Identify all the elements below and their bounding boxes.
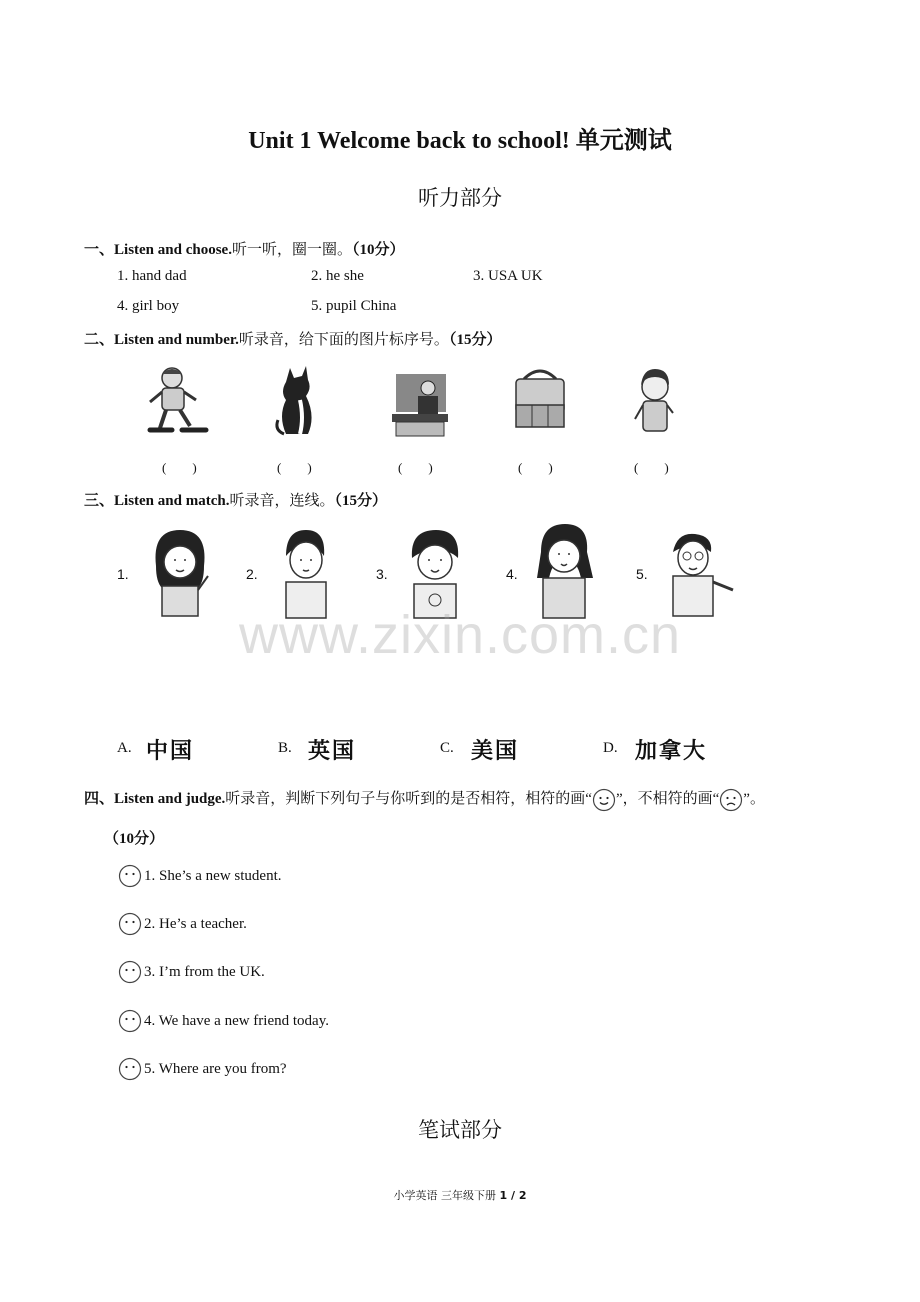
q3-number-5: 5. bbox=[636, 566, 648, 582]
q3-prefix: 三、 bbox=[84, 493, 115, 509]
q4-prefix: 四、 bbox=[84, 791, 115, 807]
blank-face-icon[interactable] bbox=[118, 1057, 142, 1081]
q1-prefix: 一、 bbox=[84, 242, 115, 258]
option-d-letter: D. bbox=[603, 740, 618, 756]
q4-item-5 bbox=[118, 1057, 287, 1081]
page-number: 1 / 2 bbox=[499, 1189, 527, 1202]
q4-points: （10分） bbox=[104, 831, 165, 847]
q4-heading bbox=[84, 787, 765, 812]
q3-en: Listen and match. bbox=[114, 493, 230, 509]
q1-item-3: 3. USA UK bbox=[473, 268, 543, 284]
footer-text: 小学英语 三年级下册 bbox=[393, 1189, 500, 1202]
option-c-letter: C. bbox=[440, 740, 454, 756]
q4-item-2 bbox=[118, 912, 247, 936]
q3-number-3: 3. bbox=[376, 566, 388, 582]
q2-prefix: 二、 bbox=[84, 332, 115, 348]
blank-face-icon[interactable] bbox=[118, 960, 142, 984]
q4-item-1-text: 1. She’s a new student. bbox=[144, 867, 282, 884]
q4-item-5-text: 5. Where are you from? bbox=[144, 1060, 287, 1077]
q2-answer-2[interactable]: ( ) bbox=[277, 460, 312, 475]
q2-zh: 听录音，给下面的图片标序号。 bbox=[238, 332, 449, 348]
page-title: Unit 1 Welcome back to school! 单元测试 bbox=[248, 128, 672, 154]
happy-face-icon bbox=[592, 788, 616, 812]
option-a-country: 中国 bbox=[146, 739, 195, 764]
page-footer bbox=[0, 1187, 920, 1203]
blank-face-icon[interactable] bbox=[118, 912, 142, 936]
option-d-country: 加拿大 bbox=[635, 739, 708, 764]
q3-number-1: 1. bbox=[117, 566, 129, 582]
q2-answer-5[interactable]: ( ) bbox=[634, 460, 669, 475]
q2-answer-4[interactable]: ( ) bbox=[518, 460, 553, 475]
q3-number-2: 2. bbox=[246, 566, 258, 582]
q3-zh: 听录音，连线。 bbox=[229, 493, 335, 509]
option-b-country: 英国 bbox=[308, 739, 357, 764]
option-a-letter: A. bbox=[117, 740, 132, 756]
cat-picture bbox=[270, 360, 330, 440]
blank-face-icon[interactable] bbox=[118, 864, 142, 888]
teacher-picture bbox=[390, 370, 450, 440]
watermark: www.zixin.com.cn bbox=[238, 605, 682, 665]
q2-heading bbox=[84, 328, 501, 349]
q3-heading bbox=[84, 489, 387, 510]
q4-item-2-text: 2. He’s a teacher. bbox=[144, 915, 247, 932]
q1-item-2: 2. he she bbox=[311, 268, 364, 284]
q2-answer-3[interactable]: ( ) bbox=[398, 460, 433, 475]
q2-points: （15分） bbox=[448, 332, 502, 348]
q3-number-4: 4. bbox=[506, 566, 518, 582]
q1-points: （10分） bbox=[351, 242, 405, 258]
q4-zh-b: ”，不相符的画“ bbox=[615, 791, 720, 807]
q1-item-1: 1. hand dad bbox=[117, 268, 187, 284]
q2-answer-1[interactable]: ( ) bbox=[162, 460, 197, 475]
q2-en: Listen and number. bbox=[114, 332, 239, 348]
option-c-country: 美国 bbox=[471, 739, 520, 764]
q1-item-4: 4. girl boy bbox=[117, 298, 180, 314]
q4-item-3 bbox=[118, 960, 265, 984]
q4-en: Listen and judge. bbox=[114, 791, 226, 807]
listening-heading: 听力部分 bbox=[418, 186, 502, 210]
option-b-letter: B. bbox=[278, 740, 292, 756]
q3-points: （15分） bbox=[334, 493, 387, 509]
girl-picture bbox=[627, 365, 683, 437]
school-bag-picture bbox=[510, 365, 570, 435]
q1-zh: 听一听，圈一圈。 bbox=[231, 242, 352, 258]
blank-face-icon[interactable] bbox=[118, 1009, 142, 1033]
q4-item-3-text: 3. I’m from the UK. bbox=[144, 963, 265, 980]
q1-item-5: 5. pupil China bbox=[311, 298, 397, 314]
q4-item-1 bbox=[118, 864, 281, 888]
q1-heading bbox=[84, 238, 404, 259]
q4-item-4 bbox=[118, 1009, 329, 1033]
q4-item-4-text: 4. We have a new friend today. bbox=[144, 1012, 329, 1029]
boy-skating-picture bbox=[138, 360, 218, 440]
q4-zh-a: 听录音，判断下列句子与你听到的是否相符，相符的画“ bbox=[225, 791, 592, 807]
q4-zh-c: ”。 bbox=[743, 791, 765, 807]
writing-heading: 笔试部分 bbox=[418, 1118, 502, 1142]
q1-en: Listen and choose. bbox=[114, 242, 232, 258]
sad-face-icon bbox=[719, 788, 743, 812]
